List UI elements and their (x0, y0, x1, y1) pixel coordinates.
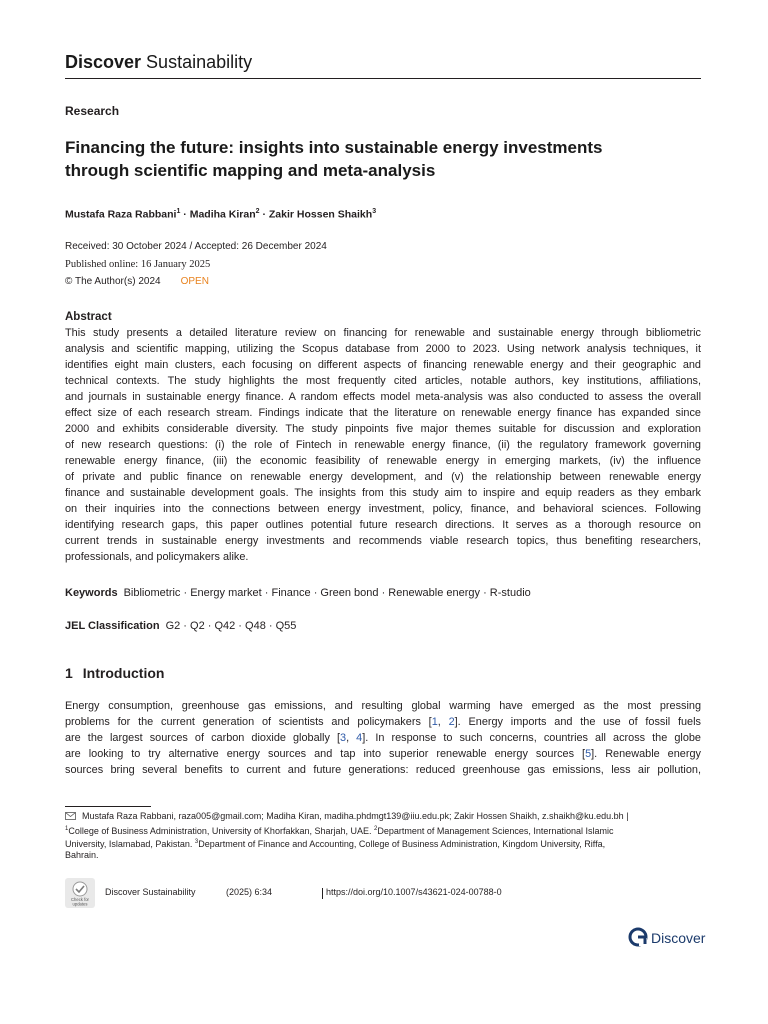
intro-text: , (437, 716, 449, 728)
intro-text: are the largest sources of carbon dioxide globally [ (65, 732, 341, 744)
citation-link[interactable]: 1 (431, 716, 438, 728)
intro-text: Energy consumption, greenhouse gas emissions, and resulting global warming have emerged as the most pressing (65, 700, 701, 712)
abstract-line: current trends in sustainable energy investments and recommends viable research topics, thus benefiting researchers, (65, 535, 701, 547)
author-name[interactable]: Mustafa Raza Rabbani (65, 208, 177, 221)
citation-link[interactable]: 4 (356, 732, 363, 744)
discover-brand-name: Discover (651, 930, 706, 946)
affiliation-mark: 2 (374, 826, 378, 832)
keywords-value: Bibliometric · Energy market · Finance · Green bond · Renewable energy · R-studio (123, 587, 531, 599)
jel-classification-row (65, 619, 296, 633)
abstract-line: identifies eight main clusters, each focusing on different aspects of financing renewable energy and their geographic and (65, 359, 701, 371)
intro-text: ]. In response to such concerns, countries all across the globe (362, 732, 701, 744)
contact-emails: Mustafa Raza Rabbani, raza005@gmail.com; Madiha Kiran, madiha.phdmgt139@iiu.edu.pk; Zakir Hossen Shaikh, z.shaikh@ku.edu.bh | (82, 811, 629, 821)
author-separator: · (180, 208, 190, 221)
intro-line (65, 714, 701, 730)
affiliation-mark: 1 (176, 208, 181, 215)
abstract-line: technical contexts. The study highlights the most frequently cited articles, notable authors, key institutions, affiliations, (65, 375, 701, 387)
intro-text: sources bring several benefits to current and future generations: reduced greenhouse gas emissions, less air pollution, (65, 764, 701, 776)
affiliation-mark: 2 (255, 208, 260, 215)
citation-link[interactable]: 2 (448, 716, 455, 728)
affiliation-text: College of Business Administration, University of Khorfakkan, Sharjah, UAE. (68, 826, 374, 836)
masthead-divider (65, 78, 701, 79)
open-access-badge: OPEN (180, 276, 209, 287)
citation-link[interactable]: 5 (585, 748, 592, 760)
abstract-line: effect size of each research stream. Findings indicate that the literature on renewable energy finance has expanded since (65, 407, 701, 419)
article-type-label: Research (65, 104, 120, 118)
intro-line (65, 698, 701, 714)
section-title: Introduction (82, 665, 165, 681)
intro-text: ]. Renewable energy (591, 748, 701, 760)
copyright-text: © The Author(s) 2024 (65, 276, 161, 287)
footer-volume: (2025) 6:34 (226, 887, 273, 897)
discover-logo-icon (628, 927, 648, 947)
copyright-line (65, 275, 209, 288)
title-line: Financing the future: insights into sustainable energy investments (65, 138, 603, 157)
crossmark-icon[interactable] (65, 878, 95, 908)
affiliation-text: Department of Finance and Accounting, College of Business Administration, Kingdom University, Riffa, (198, 839, 606, 849)
affiliation-mark: 3 (372, 208, 377, 215)
intro-text: problems for the current generation of scientists and policymakers [ (65, 716, 432, 728)
received-accepted-dates: Received: 30 October 2024 / Accepted: 26 December 2024 (65, 241, 327, 252)
jel-label: JEL Classification (65, 620, 160, 632)
affiliation-footnote (65, 837, 605, 850)
footnote-divider (65, 806, 151, 807)
keywords-row (65, 586, 531, 600)
abstract-line: on their inquiries into the connections between energy investment, policy, finance, and behavioral sciences. Following (65, 503, 701, 515)
masthead-light: Sustainability (141, 52, 253, 72)
abstract-line: renewable energy finance, (iii) the economic feasibility of renewable energy in emerging markets, (iv) the influence (65, 455, 701, 467)
abstract-line: analysis and scientific mapping, utilizing the Scopus database from 2000 to 2023. Using network analysis techniques, it (65, 343, 701, 355)
abstract-line: This study presents a detailed literature review on financing for renewable and sustainable energy through bibliometric (65, 327, 701, 339)
intro-text: are looking to try alternative energy sources and tap into superior renewable energy sources [ (65, 748, 586, 760)
crossmark-label: Check for (71, 897, 89, 902)
abstract-line: and journals in sustainable energy finance. A random effects model meta-analysis was also conducted to assess the overall (65, 391, 701, 403)
doi-link[interactable]: https://doi.org/10.1007/s43621-024-00788-0 (326, 887, 502, 897)
abstract-line: identifying research gaps, this paper outlines potential future research directions. It serves as a thorough resource on (65, 519, 701, 531)
affiliation-footnote: Bahrain. (65, 850, 99, 860)
intro-line (65, 746, 701, 762)
affiliation-footnote (65, 824, 613, 837)
masthead-bold: Discover (65, 52, 142, 72)
footer-divider (322, 888, 323, 899)
intro-line (65, 730, 701, 746)
journal-masthead (65, 50, 252, 74)
abstract-line: of new research questions: (i) the role of Fintech in renewable energy finance, (ii) the regulatory framework governing (65, 439, 701, 451)
author-list (65, 205, 376, 222)
abstract-line: finance and sustainable development goals. The insights from this study aim to inspire and equip readers as they embark (65, 487, 701, 499)
crossmark-label: updates (72, 901, 88, 907)
abstract-heading: Abstract (65, 311, 112, 323)
author-name[interactable]: Madiha Kiran (189, 208, 256, 221)
author-separator: · (259, 208, 269, 221)
keywords-label: Keywords (65, 587, 118, 599)
abstract-line: professionals, and policymakers alike. (65, 551, 249, 563)
affiliation-text: Department of Management Sciences, International Islamic (377, 826, 614, 836)
published-date: Published online: 16 January 2025 (65, 259, 211, 270)
intro-text: ]. Energy imports and the use of fossil fuels (454, 716, 701, 728)
jel-value: G2 · Q2 · Q42 · Q48 · Q55 (165, 620, 297, 632)
title-line: through scientific mapping and meta-analysis (65, 161, 436, 180)
affiliation-mark: 3 (194, 839, 199, 845)
envelope-icon (65, 812, 76, 820)
affiliation-text: University, Islamabad, Pakistan. (65, 839, 195, 849)
footer-journal-name: Discover Sustainability (105, 887, 196, 897)
citation-link[interactable]: 3 (340, 732, 347, 744)
author-name[interactable]: Zakir Hossen Shaikh (268, 208, 373, 221)
article-title (65, 136, 685, 182)
intro-line (65, 762, 701, 778)
intro-text: , (346, 732, 357, 744)
abstract-line: of private and public finance on renewable energy development, and (v) the relationship between renewable energy (65, 471, 701, 483)
section-number: 1 (65, 665, 73, 681)
abstract-line: 2000 and exhibits considerable diversity. The study pinpoints five major themes suitable for discussion and exploration (65, 423, 701, 435)
introduction-heading (65, 665, 164, 682)
affiliation-mark: 1 (65, 826, 69, 832)
